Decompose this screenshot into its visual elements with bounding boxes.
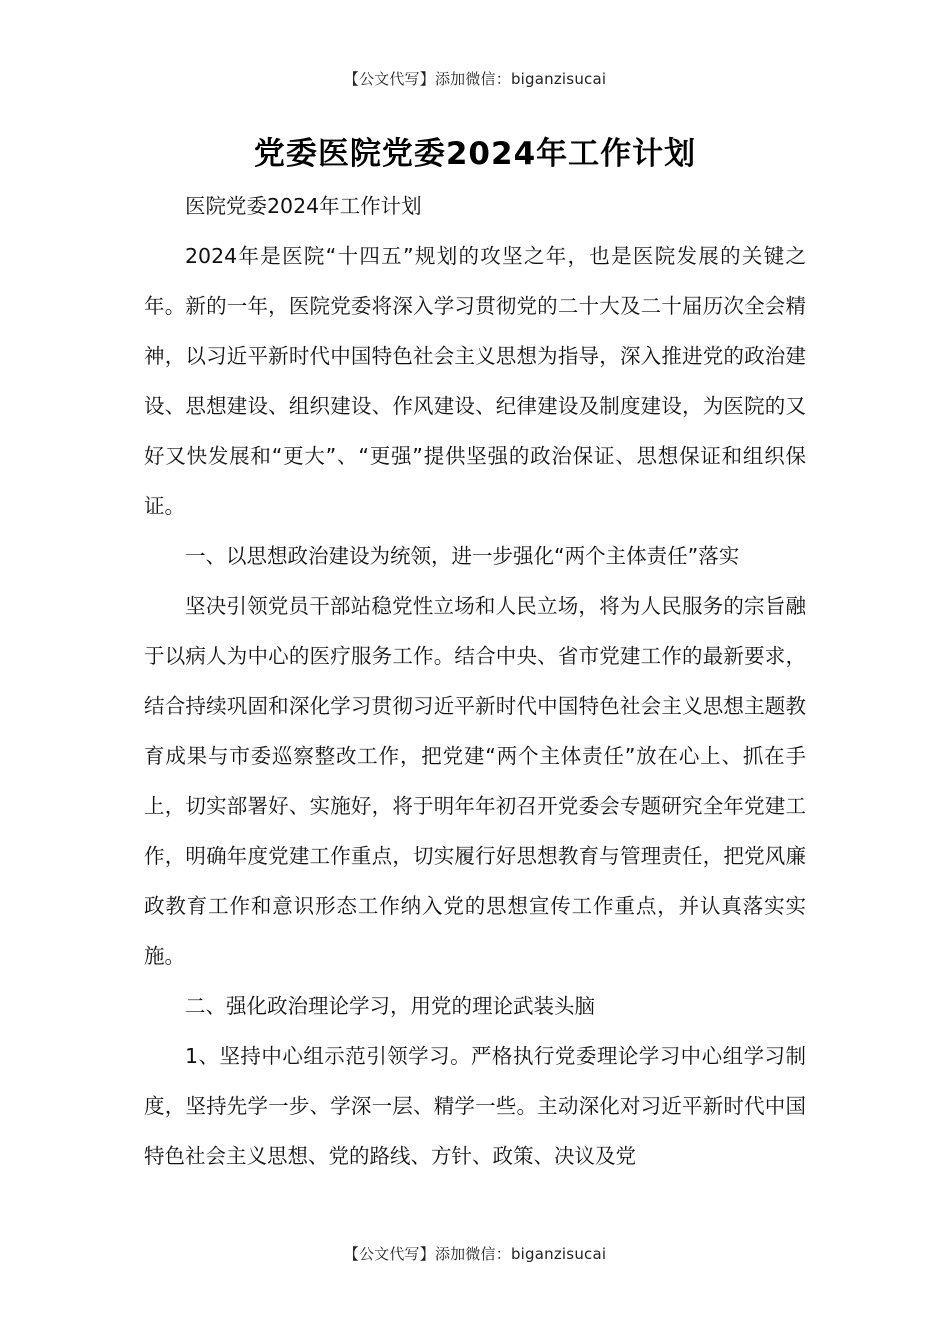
document-body xyxy=(144,181,806,1181)
section-2-item-1: 1、坚持中心组示范引领学习。严格执行党委理论学习中心组学习制度，坚持先学一步、学深一层、精学一些。主动深化对习近平新时代中国特色社会主义思想、党的路线、方针、政策、决议及党 xyxy=(144,1044,806,1168)
subtitle-paragraph: 医院党委2024年工作计划 xyxy=(185,194,422,218)
section-1-paragraph: 坚决引领党员干部站稳党性立场和人民立场，将为人民服务的宗旨融于以病人为中心的医疗服务工作。结合中央、省市党建工作的最新要求，结合持续巩固和深化学习贯彻习近平新时代中国特色社会主义思想主题教育成果与市委巡察整改工作，把党建“两个主体责任”放在心上、抓在手上，切实部署好、实施好，将于明年年初召开党委会专题研究全年党建工作，明确年度党建工作重点，切实履行好思想教育与管理责任，把党风廉政教育工作和意识形态工作纳入党的思想宣传工作重点，并认真落实实施。 xyxy=(144,594,806,968)
footer-watermark-note: 【公文代写】添加微信：biganzisucai xyxy=(343,1245,607,1263)
section-heading-1: 一、以思想政治建设为统领，进一步强化“两个主体责任”落实 xyxy=(185,544,740,568)
intro-paragraph: 2024年是医院“十四五”规划的攻坚之年，也是医院发展的关键之年。新的一年，医院党委将深入学习贯彻党的二十大及二十届历次全会精神，以习近平新时代中国特色社会主义思想为指导，深入推进党的政治建设、思想建设、组织建设、作风建设、纪律建设及制度建设，为医院的又好又快发展和“更大”、“更强”提供坚强的政治保证、思想保证和组织保证。 xyxy=(144,244,806,518)
section-heading-2: 二、强化政治理论学习，用党的理论武装头脑 xyxy=(185,994,595,1018)
document-title: 党委医院党委2024年工作计划 xyxy=(253,136,697,172)
header-watermark-note: 【公文代写】添加微信：biganzisucai xyxy=(343,70,607,88)
